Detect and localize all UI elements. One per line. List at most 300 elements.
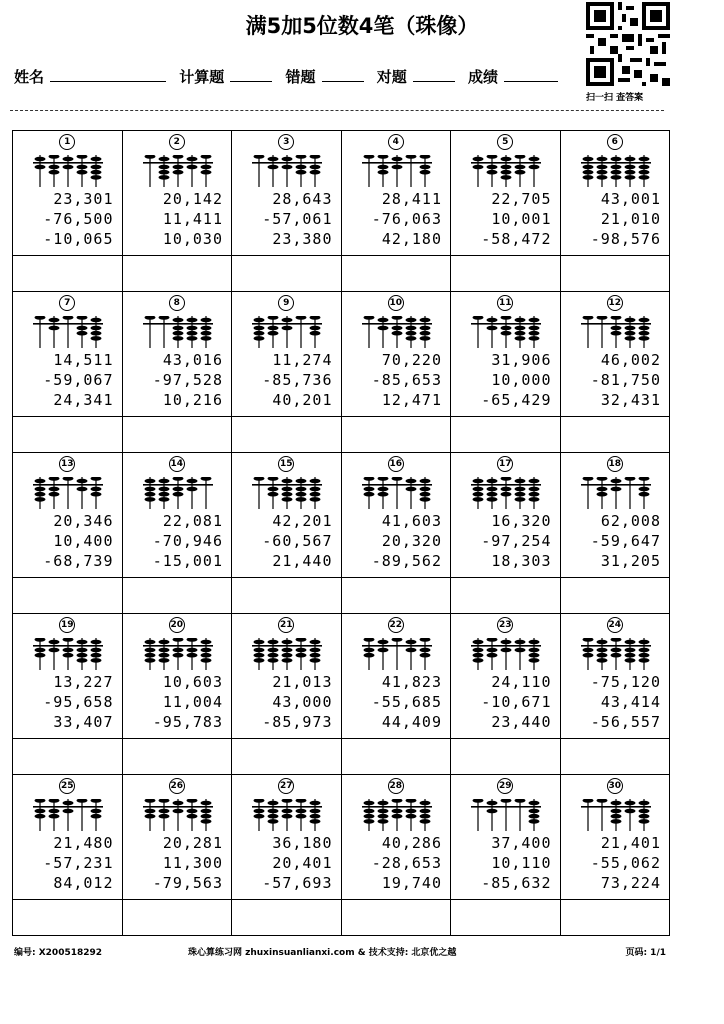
answer-box[interactable]: [13, 256, 123, 292]
abacus-bead: [363, 819, 374, 824]
answer-box[interactable]: [13, 900, 123, 936]
answer-box[interactable]: [451, 900, 561, 936]
addend: 24,110: [491, 673, 552, 691]
abacus-image: [33, 477, 103, 509]
abacus-bead: [638, 814, 649, 819]
abacus-bead: [529, 809, 540, 814]
abacus-bead: [405, 331, 416, 336]
abacus-bead: [638, 477, 649, 481]
abacus-bead: [186, 165, 197, 170]
abacus-image: [581, 316, 651, 348]
abacus-bead: [529, 640, 540, 645]
problem-cell: [341, 292, 451, 417]
addend: 36,180: [272, 834, 333, 852]
addend: 22,081: [162, 512, 223, 530]
abacus-bead: [91, 487, 102, 492]
abacus-bead: [501, 640, 512, 645]
abacus-bead: [310, 497, 321, 502]
abacus-bead: [624, 809, 635, 814]
abacus-bead: [186, 653, 197, 658]
abacus-rod: [601, 799, 602, 831]
abacus-bead: [254, 648, 265, 653]
addend: -98,576: [590, 230, 661, 248]
abacus-bead: [487, 479, 498, 484]
abacus-rod: [67, 477, 68, 509]
abacus-bead: [35, 799, 46, 803]
abacus-bead: [200, 165, 211, 170]
abacus-bead: [624, 318, 635, 323]
answer-box[interactable]: [341, 578, 451, 614]
abacus-bead: [501, 316, 512, 320]
abacus-bead: [91, 648, 102, 653]
abacus-bead: [77, 165, 88, 170]
abacus-bead: [501, 799, 512, 803]
problem-cell: [560, 614, 670, 739]
problem-cell: [122, 775, 232, 900]
abacus-bead: [144, 648, 155, 653]
page-title: 满5加5位数4笔（珠像）: [245, 14, 479, 38]
answer-box[interactable]: [341, 739, 451, 775]
separator: [10, 110, 664, 111]
abacus-bead: [529, 648, 540, 653]
problem-cell: [451, 453, 561, 578]
abacus-bead: [419, 326, 430, 331]
abacus-bead: [296, 653, 307, 658]
abacus-bead: [501, 477, 512, 481]
answer-box[interactable]: [13, 417, 123, 453]
addend: -55,062: [590, 854, 661, 872]
qr-code-icon[interactable]: [586, 2, 670, 86]
addend: 43,414: [600, 693, 661, 711]
abacus-bead: [282, 479, 293, 484]
abacus-bead: [77, 155, 88, 159]
answer-box[interactable]: [122, 739, 232, 775]
problem-numbers: [43, 189, 113, 249]
problem-number: 12: [607, 295, 623, 311]
abacus-bead: [91, 477, 102, 481]
abacus-bead: [77, 326, 88, 331]
abacus-bead: [363, 801, 374, 806]
abacus-bead: [186, 814, 197, 819]
addend: -57,061: [262, 210, 333, 228]
problem-number: 9: [278, 295, 294, 311]
abacus-bead: [91, 157, 102, 162]
answer-box[interactable]: [122, 900, 232, 936]
abacus-bead: [638, 318, 649, 323]
total-label: 计算题: [179, 68, 225, 86]
abacus-bead: [200, 170, 211, 175]
abacus-bead: [610, 653, 621, 658]
problem-row: [13, 131, 670, 256]
abacus-bead: [310, 653, 321, 658]
abacus-bead: [49, 648, 60, 653]
abacus-bead: [77, 331, 88, 336]
answer-box[interactable]: [560, 900, 670, 936]
abacus-bead: [363, 155, 374, 159]
abacus-bead: [515, 497, 526, 502]
abacus-bead: [310, 155, 321, 159]
abacus-bead: [487, 801, 498, 806]
abacus-rod: [258, 155, 259, 187]
answer-box[interactable]: [451, 256, 561, 292]
abacus-bead: [49, 814, 60, 819]
answer-row: [13, 578, 670, 614]
abacus-bead: [473, 492, 484, 497]
abacus-bead: [282, 497, 293, 502]
abacus-bead: [638, 165, 649, 170]
abacus-bead: [487, 487, 498, 492]
abacus-bead: [487, 170, 498, 175]
abacus-bead: [172, 336, 183, 341]
abacus-bead: [172, 326, 183, 331]
addend: 40,201: [272, 391, 333, 409]
answer-box[interactable]: [232, 578, 342, 614]
abacus-bead: [254, 331, 265, 336]
answer-box[interactable]: [451, 578, 561, 614]
problem-numbers: [481, 672, 551, 732]
addend: -81,750: [590, 371, 661, 389]
abacus-bead: [624, 477, 635, 481]
abacus-rod: [163, 316, 164, 348]
wrong-label: 错题: [285, 68, 316, 86]
problem-row: [13, 775, 670, 900]
abacus-bead: [405, 648, 416, 653]
addend: 41,823: [381, 673, 442, 691]
abacus-bead: [624, 331, 635, 336]
abacus-bead: [268, 157, 279, 162]
problem-cell: [232, 453, 342, 578]
problem-numbers: [153, 833, 223, 893]
abacus-bead: [638, 640, 649, 645]
abacus-bead: [638, 819, 649, 824]
abacus-image: [581, 155, 651, 187]
abacus-bead: [77, 479, 88, 484]
abacus-bead: [91, 658, 102, 663]
abacus-bead: [91, 336, 102, 341]
abacus-bead: [515, 487, 526, 492]
abacus-rod: [505, 799, 506, 831]
abacus-bead: [473, 316, 484, 320]
answer-box[interactable]: [232, 256, 342, 292]
abacus-bead: [49, 155, 60, 159]
problem-number: 21: [278, 617, 294, 633]
abacus-bead: [186, 331, 197, 336]
abacus-bead: [296, 809, 307, 814]
abacus-bead: [487, 497, 498, 502]
abacus-bead: [596, 640, 607, 645]
abacus-bead: [596, 316, 607, 320]
problem-number: 29: [497, 778, 513, 794]
abacus-rod: [519, 799, 520, 831]
addend: -85,653: [371, 371, 442, 389]
abacus-bead: [473, 799, 484, 803]
problem-numbers: [153, 672, 223, 732]
abacus-bead: [77, 640, 88, 645]
abacus-bead: [35, 157, 46, 162]
abacus-bead: [638, 331, 649, 336]
abacus-bead: [377, 318, 388, 323]
answer-box[interactable]: [560, 578, 670, 614]
answer-box[interactable]: [451, 739, 561, 775]
abacus-bead: [638, 157, 649, 162]
problem-numbers: [372, 672, 442, 732]
problem-numbers: [481, 189, 551, 249]
abacus-bead: [310, 658, 321, 663]
abacus-bead: [63, 165, 74, 170]
answer-box[interactable]: [122, 417, 232, 453]
abacus-bead: [624, 157, 635, 162]
abacus-bead: [91, 331, 102, 336]
abacus-bead: [172, 487, 183, 492]
addend: 40,286: [381, 834, 442, 852]
addend: -68,739: [43, 552, 114, 570]
score-label: 成绩: [468, 68, 499, 86]
abacus-bead: [391, 638, 402, 642]
addend: 20,346: [53, 512, 114, 530]
problem-number: 24: [607, 617, 623, 633]
addend: -97,528: [152, 371, 223, 389]
abacus-bead: [515, 331, 526, 336]
addend: 23,440: [491, 713, 552, 731]
abacus-bead: [268, 819, 279, 824]
abacus-bead: [35, 809, 46, 814]
addend: -60,567: [262, 532, 333, 550]
addend: -89,562: [371, 552, 442, 570]
problem-number: 17: [497, 456, 513, 472]
abacus-bead: [515, 640, 526, 645]
abacus-bead: [172, 165, 183, 170]
problem-cell: [451, 292, 561, 417]
problem-cell: [13, 614, 123, 739]
abacus-bead: [624, 175, 635, 180]
abacus-bead: [158, 814, 169, 819]
answer-box[interactable]: [232, 417, 342, 453]
abacus-bead: [49, 809, 60, 814]
addend: -85,632: [481, 874, 552, 892]
addend: 10,216: [162, 391, 223, 409]
abacus-bead: [282, 648, 293, 653]
addend: 20,320: [381, 532, 442, 550]
addend: 28,643: [272, 190, 333, 208]
abacus-bead: [158, 175, 169, 180]
abacus-bead: [515, 170, 526, 175]
abacus-bead: [172, 155, 183, 159]
abacus-bead: [363, 653, 374, 658]
abacus-image: [143, 477, 213, 509]
problem-numbers: [163, 189, 223, 249]
answer-box[interactable]: [122, 578, 232, 614]
abacus-bead: [610, 487, 621, 492]
abacus-bead: [638, 648, 649, 653]
abacus-bead: [529, 336, 540, 341]
abacus-bead: [144, 640, 155, 645]
abacus-bead: [487, 648, 498, 653]
answer-row: [13, 417, 670, 453]
abacus-bead: [610, 326, 621, 331]
abacus-image: [252, 799, 322, 831]
abacus-bead: [144, 479, 155, 484]
abacus-bead: [473, 487, 484, 492]
answer-box[interactable]: [13, 578, 123, 614]
abacus-bead: [310, 492, 321, 497]
abacus-bead: [158, 316, 169, 320]
abacus-bead: [186, 479, 197, 484]
abacus-bead: [200, 658, 211, 663]
problem-numbers: [43, 350, 113, 410]
name-field[interactable]: [50, 67, 166, 82]
abacus-bead: [391, 809, 402, 814]
addend: 73,224: [600, 874, 661, 892]
abacus-image: [362, 155, 432, 187]
abacus-bead: [296, 814, 307, 819]
abacus-bead: [363, 487, 374, 492]
abacus-bead: [473, 479, 484, 484]
abacus-bead: [515, 155, 526, 159]
abacus-bead: [282, 165, 293, 170]
problem-cell: [13, 292, 123, 417]
abacus-rod: [410, 155, 411, 187]
abacus-bead: [158, 170, 169, 175]
abacus-bead: [77, 487, 88, 492]
abacus-rod: [629, 477, 630, 509]
abacus-bead: [487, 326, 498, 331]
abacus-bead: [405, 640, 416, 645]
score-field[interactable]: [504, 67, 558, 82]
problem-cell: [122, 453, 232, 578]
addend: 21,013: [272, 673, 333, 691]
addend: 37,400: [491, 834, 552, 852]
abacus-bead: [254, 653, 265, 658]
problem-numbers: [481, 511, 551, 571]
abacus-rod: [396, 477, 397, 509]
abacus-bead: [529, 497, 540, 502]
right-field[interactable]: [413, 67, 455, 82]
abacus-bead: [473, 640, 484, 645]
addend: 10,030: [162, 230, 223, 248]
abacus-bead: [473, 165, 484, 170]
answer-box[interactable]: [122, 256, 232, 292]
abacus-bead: [49, 487, 60, 492]
answer-box[interactable]: [232, 739, 342, 775]
abacus-bead: [624, 640, 635, 645]
abacus-bead: [172, 492, 183, 497]
wrong-field[interactable]: [322, 67, 364, 82]
abacus-bead: [254, 336, 265, 341]
addend: -10,671: [481, 693, 552, 711]
abacus-bead: [282, 157, 293, 162]
abacus-bead: [310, 640, 321, 645]
abacus-bead: [405, 799, 416, 803]
abacus-bead: [363, 638, 374, 642]
problem-numbers: [262, 511, 332, 571]
addend: 11,274: [272, 351, 333, 369]
abacus-bead: [419, 336, 430, 341]
abacus-bead: [405, 809, 416, 814]
answer-box[interactable]: [451, 417, 561, 453]
abacus-bead: [596, 157, 607, 162]
abacus-bead: [515, 648, 526, 653]
abacus-bead: [529, 165, 540, 170]
problem-numbers: [372, 833, 442, 893]
addend: 62,008: [600, 512, 661, 530]
abacus-bead: [282, 799, 293, 803]
abacus-bead: [419, 170, 430, 175]
problem-cell: [13, 775, 123, 900]
answer-box[interactable]: [341, 900, 451, 936]
problem-number: 1: [59, 134, 75, 150]
problem-cell: [560, 453, 670, 578]
abacus-bead: [310, 809, 321, 814]
abacus-bead: [610, 814, 621, 819]
abacus-bead: [282, 658, 293, 663]
abacus-bead: [610, 170, 621, 175]
abacus-bead: [310, 170, 321, 175]
abacus-bead: [529, 492, 540, 497]
abacus-bead: [268, 316, 279, 320]
abacus-bead: [487, 653, 498, 658]
problem-number: 7: [59, 295, 75, 311]
abacus-bead: [610, 648, 621, 653]
problem-row: [13, 614, 670, 739]
abacus-bead: [35, 492, 46, 497]
answer-box[interactable]: [13, 739, 123, 775]
abacus-bead: [377, 155, 388, 159]
abacus-bead: [529, 801, 540, 806]
abacus-bead: [158, 157, 169, 162]
abacus-rod: [368, 155, 369, 187]
abacus-bead: [377, 170, 388, 175]
abacus-bead: [186, 648, 197, 653]
abacus-image: [362, 799, 432, 831]
abacus-bead: [363, 648, 374, 653]
addend: 20,281: [162, 834, 223, 852]
abacus-bead: [487, 318, 498, 323]
abacus-bead: [610, 316, 621, 320]
problem-number: 23: [497, 617, 513, 633]
abacus-bead: [529, 658, 540, 663]
problem-number: 15: [278, 456, 294, 472]
abacus-image: [252, 155, 322, 187]
abacus-bead: [501, 326, 512, 331]
addend: 24,341: [53, 391, 114, 409]
problem-number: 13: [59, 456, 75, 472]
answer-box[interactable]: [232, 900, 342, 936]
answer-box[interactable]: [560, 739, 670, 775]
addend: 10,000: [491, 371, 552, 389]
problem-cell: [122, 131, 232, 256]
abacus-bead: [638, 492, 649, 497]
addend: 21,401: [600, 834, 661, 852]
addend: 22,705: [491, 190, 552, 208]
abacus-bead: [158, 487, 169, 492]
answer-box[interactable]: [560, 417, 670, 453]
problem-number: 14: [169, 456, 185, 472]
answer-box[interactable]: [341, 256, 451, 292]
total-field[interactable]: [230, 67, 272, 82]
answer-box[interactable]: [560, 256, 670, 292]
answer-box[interactable]: [341, 417, 451, 453]
problem-numbers: [262, 833, 332, 893]
abacus-bead: [419, 653, 430, 658]
abacus-bead: [158, 653, 169, 658]
abacus-bead: [487, 165, 498, 170]
addend: 41,603: [381, 512, 442, 530]
footer: [14, 945, 666, 958]
abacus-image: [33, 316, 103, 348]
abacus-bead: [610, 175, 621, 180]
problem-numbers: [43, 672, 113, 732]
addend: -58,472: [481, 230, 552, 248]
